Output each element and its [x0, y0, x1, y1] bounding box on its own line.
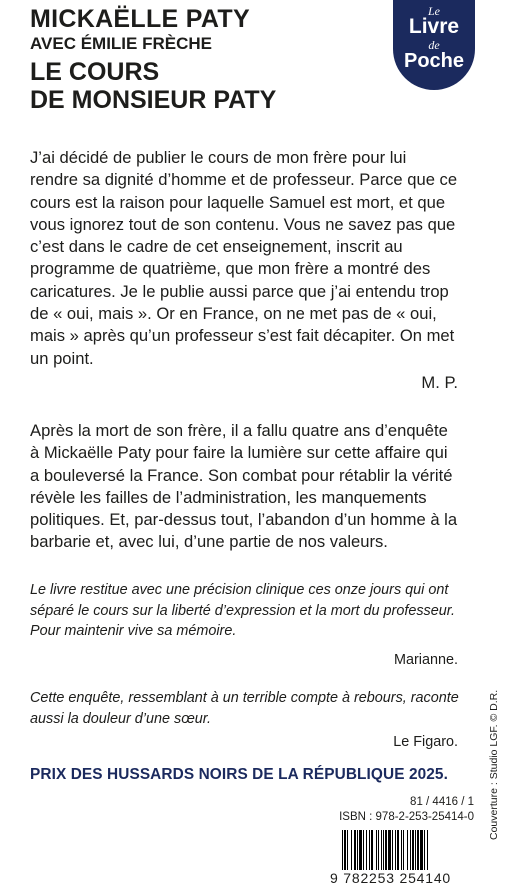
press-source: Le Figaro.	[393, 734, 458, 750]
press-quote: Le livre restitue avec une précision clinique ces onze jours qui ont séparé le cours sur la liberté d’expression et la mort du professeur. Pour maintenir vive sa mémoire.	[30, 582, 455, 639]
author-quote: J’ai décidé de publier le cours de mon frère pour lui rendre sa dignité d’homme et de professeur. Parce que ce cours est la raison pour laquelle Samuel est mort, et que vous ignorez tout de son contenu. Vous ne savez pas que c’est dans le cadre de cet enseignement, inscrit au programme de quatrième, que mon frère a montré des caricatures. Je le publie aussi parce que j’ai entendu trop de « oui, mais ». Or en France, on ne met pas de « oui, mais » après qu’un professeur s’est fait décapiter. On met un point.	[30, 148, 458, 368]
cover-header	[30, 4, 410, 114]
cover-credit: Couverture : Studio LGF. © D.R.	[488, 689, 500, 840]
logo-line-1: Le	[428, 4, 440, 18]
logo-line-2: Livre	[408, 15, 460, 38]
catalog-code: 81 / 4416 / 1	[410, 796, 474, 808]
logo-line-4: Poche	[403, 50, 465, 72]
author-name: MICKAËLLE PATY	[30, 5, 250, 33]
barcode-digits: 9 782253 254140	[330, 870, 451, 886]
coauthor-name: AVEC ÉMILIE FRÈCHE	[30, 34, 212, 53]
author-signature: M. P.	[421, 373, 458, 392]
barcode	[330, 830, 478, 886]
barcode-bars	[342, 830, 474, 870]
press-source: Marianne.	[394, 652, 458, 668]
book-title: LE COURS DE MONSIEUR PATY	[30, 58, 277, 114]
book-summary: Après la mort de son frère, il a fallu quatre ans d’enquête à Mickaëlle Paty pour faire la lumière sur cette affaire qui a bouleversé la France. Son combat pour rétablir la vérité révèle les failles de l’administration, les manquements politiques. Et, par-dessus tout, l’abandon d’un homme à la barbarie et, avec lui, d’une partie de nos valeurs.	[30, 421, 458, 552]
press-quote: Cette enquête, ressemblant à un terrible compte à rebours, raconte aussi la douleur d’une sœur.	[30, 690, 459, 727]
publisher-logo	[393, 0, 475, 90]
isbn-number: ISBN : 978-2-253-25414-0	[339, 811, 474, 823]
prize-line: PRIX DES HUSSARDS NOIRS DE LA RÉPUBLIQUE 2025.	[30, 766, 448, 783]
logo-line-3: de	[428, 38, 440, 52]
